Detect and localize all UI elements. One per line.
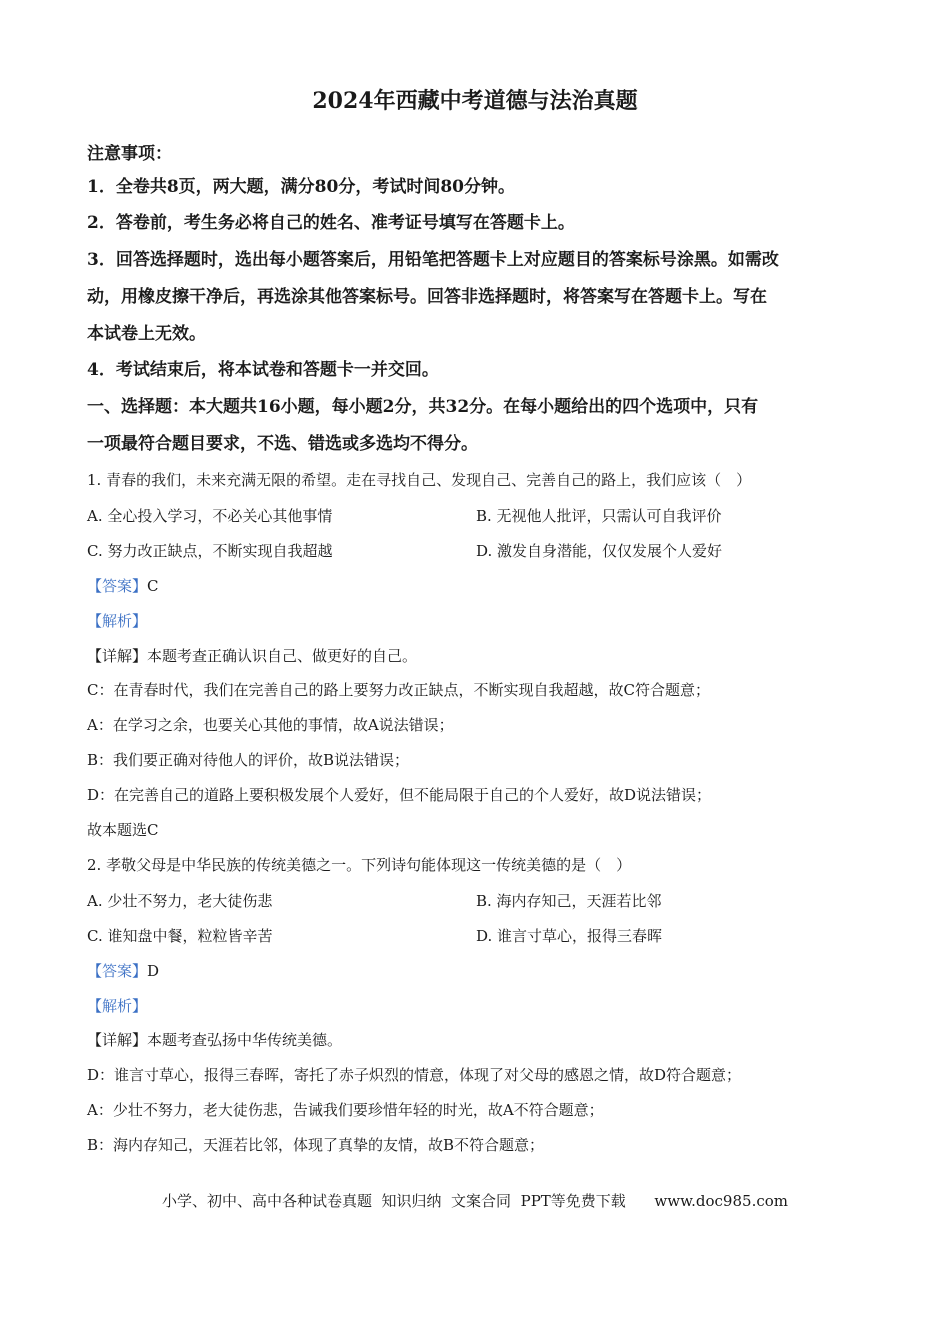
analysis-tag: 【解析】 xyxy=(87,997,148,1015)
answer-tag: 【答案】 xyxy=(87,577,148,595)
notes-item-2: 2．答卷前，考生务必将自己的姓名、准考证号填写在答题卡上。 xyxy=(87,213,575,233)
q2-option-a: A. 少壮不努力，老大徒伤悲 xyxy=(87,892,273,910)
detail-tag: 【详解】 xyxy=(87,1031,148,1049)
q1-explain-c: C：在青春时代，我们在完善自己的路上要努力改正缺点，不断实现自我超越，故C符合题意； xyxy=(87,681,710,699)
q2-explain-b: B：海内存知己，天涯若比邻，体现了真挚的友情，故B不符合题意； xyxy=(87,1136,545,1154)
q1-analysis-tag xyxy=(87,611,867,631)
q2-analysis-tag xyxy=(87,996,867,1016)
q1-answer xyxy=(87,576,867,596)
q2-option-c: C. 谁知盘中餐，粒粒皆辛苦 xyxy=(87,927,273,945)
q2-option-b: B. 海内存知己，天涯若比邻 xyxy=(476,892,662,910)
notes-item-3-line-1: 3．回答选择题时，选出每小题答案后，用铅笔把答题卡上对应题目的答案标号涂黑。如需改 xyxy=(87,250,779,270)
notes-item-1: 1．全卷共8页，两大题，满分80分，考试时间80分钟。 xyxy=(87,177,515,197)
q1-option-b: B. 无视他人批评，只需认可自我评价 xyxy=(476,507,722,525)
q2-detail xyxy=(87,1030,867,1050)
q1-explain-d: D：在完善自己的道路上要积极发展个人爱好，但不能局限于自己的个人爱好，故D说法错误； xyxy=(87,786,712,804)
notes-item-4: 4．考试结束后，将本试卷和答题卡一并交回。 xyxy=(87,360,439,380)
page-footer: 小学、初中、高中各种试卷真题 知识归纳 文案合同 PPT等免费下载 www.doc985.com xyxy=(161,1192,788,1210)
q2-stem: 2. 孝敬父母是中华民族的传统美德之一。下列诗句能体现这一传统美德的是（ ） xyxy=(87,856,632,874)
answer-value: C xyxy=(147,577,159,595)
q2-explain-a: A：少壮不努力，老大徒伤悲，告诫我们要珍惜年轻的时光，故A不符合题意； xyxy=(87,1101,604,1119)
q1-conclusion: 故本题选C xyxy=(87,821,159,839)
q2-explain-d: D：谁言寸草心，报得三春晖，寄托了赤子炽烈的情意，体现了对父母的感恩之情，故D符合题意； xyxy=(87,1066,742,1084)
notes-item-3-line-3: 本试卷上无效。 xyxy=(87,324,206,344)
detail-text: 本题考查正确认识自己、做更好的自己。 xyxy=(147,647,418,665)
q1-detail xyxy=(87,646,867,666)
analysis-tag: 【解析】 xyxy=(87,612,148,630)
q1-option-d: D. 激发自身潜能，仅仅发展个人爱好 xyxy=(476,542,723,560)
q1-option-c: C. 努力改正缺点，不断实现自我超越 xyxy=(87,542,333,560)
q2-option-d: D. 谁言寸草心，报得三春晖 xyxy=(476,927,663,945)
q1-stem: 1. 青春的我们，未来充满无限的希望。走在寻找自己、发现自己、完善自己的路上，我们应该（ ） xyxy=(87,471,752,489)
section-heading-line-1: 一、选择题：本大题共16小题，每小题2分，共32分。在每小题给出的四个选项中，只有 xyxy=(87,397,759,417)
answer-tag: 【答案】 xyxy=(87,962,148,980)
section-heading-line-2: 一项最符合题目要求，不选、错选或多选均不得分。 xyxy=(87,434,478,454)
detail-tag: 【详解】 xyxy=(87,647,148,665)
q1-option-a: A. 全心投入学习，不必关心其他事情 xyxy=(87,507,333,525)
q1-explain-a: A：在学习之余，也要关心其他的事情，故A说法错误； xyxy=(87,716,454,734)
q1-explain-b: B：我们要正确对待他人的评价，故B说法错误； xyxy=(87,751,410,769)
page-title: 2024年西藏中考道德与法治真题 xyxy=(312,88,638,114)
q2-answer xyxy=(87,961,867,981)
answer-value: D xyxy=(147,962,160,980)
notes-heading: 注意事项： xyxy=(87,144,172,164)
detail-text: 本题考查弘扬中华传统美德。 xyxy=(147,1031,343,1049)
notes-item-3-line-2: 动，用橡皮擦干净后，再选涂其他答案标号。回答非选择题时，将答案写在答题卡上。写在 xyxy=(87,287,767,307)
